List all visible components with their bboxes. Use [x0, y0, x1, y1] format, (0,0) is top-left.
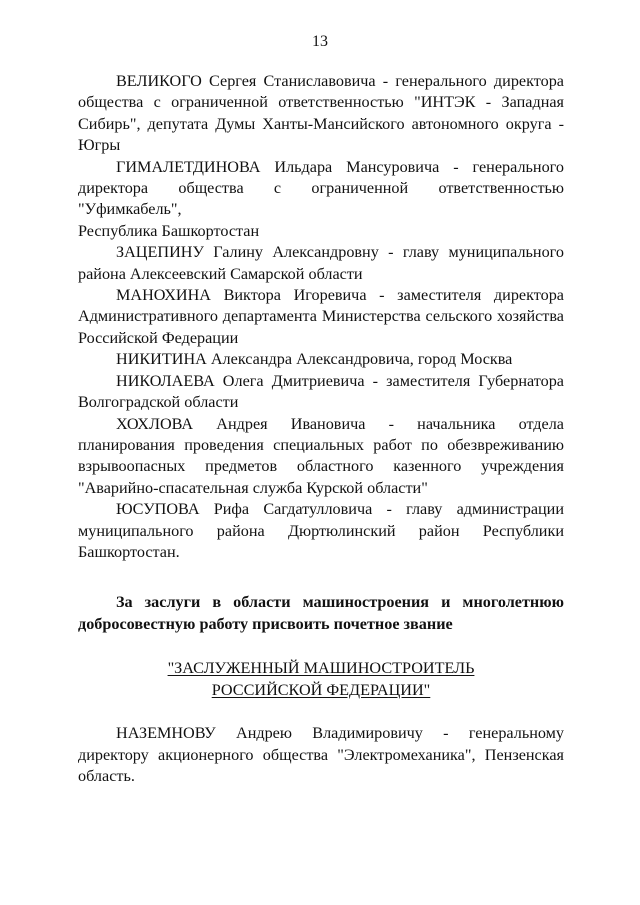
nominee-paragraph	[78, 285, 564, 349]
text-line: ГИМАЛЕТДИНОВА Ильдара Мансуровича - генерального	[116, 157, 564, 176]
text-line: МАНОХИНА Виктора Игоревича - заместителя директора	[116, 286, 564, 305]
text-line: НАЗЕМНОВУ Андрею Владимировичу - генеральному	[116, 724, 564, 743]
text-line: директору акционерного общества "Электромеханика", Пензенская	[78, 745, 564, 764]
award-title	[78, 657, 564, 701]
text-line: НИКИТИНА Александра Александровича, город Москва	[116, 350, 513, 369]
nominee-paragraph	[78, 71, 564, 157]
nominee-paragraph	[78, 157, 564, 243]
text-line: общества с ограниченной ответственностью "ИНТЭК - Западная	[78, 93, 564, 112]
text-line: Башкортостан.	[78, 542, 180, 561]
text-line: района Алексеевский Самарской области	[78, 264, 363, 283]
text-line: За заслуги в области машиностроения и многолетнюю	[116, 593, 564, 612]
text-line: ЗАЦЕПИНУ Галину Александровну - главу муниципального	[116, 243, 564, 262]
title-line: "ЗАСЛУЖЕННЫЙ МАШИНОСТРОИТЕЛЬ	[167, 659, 475, 678]
page-number: 13	[312, 33, 328, 50]
nominee-paragraph	[78, 499, 564, 563]
text-line: Сибирь", депутата Думы Ханты-Мансийского автономного округа -	[78, 114, 564, 133]
text-line: Волгоградской области	[78, 393, 239, 412]
nominee-paragraph	[78, 242, 564, 285]
nominee-paragraph	[78, 349, 564, 370]
text-line: Югры	[78, 136, 121, 155]
text-line: Административного департамента Министерства сельского хозяйства	[78, 307, 564, 326]
nominee-paragraph	[78, 414, 564, 500]
text-line: ХОХЛОВА Андрея Ивановича - начальника отдела	[116, 414, 564, 433]
document-body	[78, 71, 564, 787]
text-line: взрывоопасных предметов областного казенного учреждения	[78, 457, 564, 476]
text-line: Российской Федерации	[78, 328, 239, 347]
nominee-paragraph	[78, 371, 564, 414]
recipient-paragraph	[78, 723, 564, 787]
title-line: РОССИЙСКОЙ ФЕДЕРАЦИИ"	[211, 681, 431, 700]
text-line: добросовестную работу присвоить почетное звание	[78, 614, 453, 633]
text-line: планирования проведения специальных работ по обезвреживанию	[78, 435, 564, 454]
text-line: НИКОЛАЕВА Олега Дмитриевича - заместителя Губернатора	[116, 371, 564, 390]
text-line: область.	[78, 766, 135, 785]
text-line: "Аварийно-спасательная служба Курской области"	[78, 478, 428, 497]
text-line: ВЕЛИКОГО Сергея Станиславовича - генерального директора	[116, 72, 564, 90]
text-line: ЮСУПОВА Рифа Сагдатулловича - главу администрации	[116, 500, 564, 519]
award-intro	[78, 592, 564, 635]
text-line: Республика Башкортостан	[78, 221, 260, 240]
text-line: муниципального района Дюртюлинский район Республики	[78, 521, 564, 540]
text-line: директора общества с ограниченной ответственностью "Уфимкабель",	[78, 179, 564, 219]
